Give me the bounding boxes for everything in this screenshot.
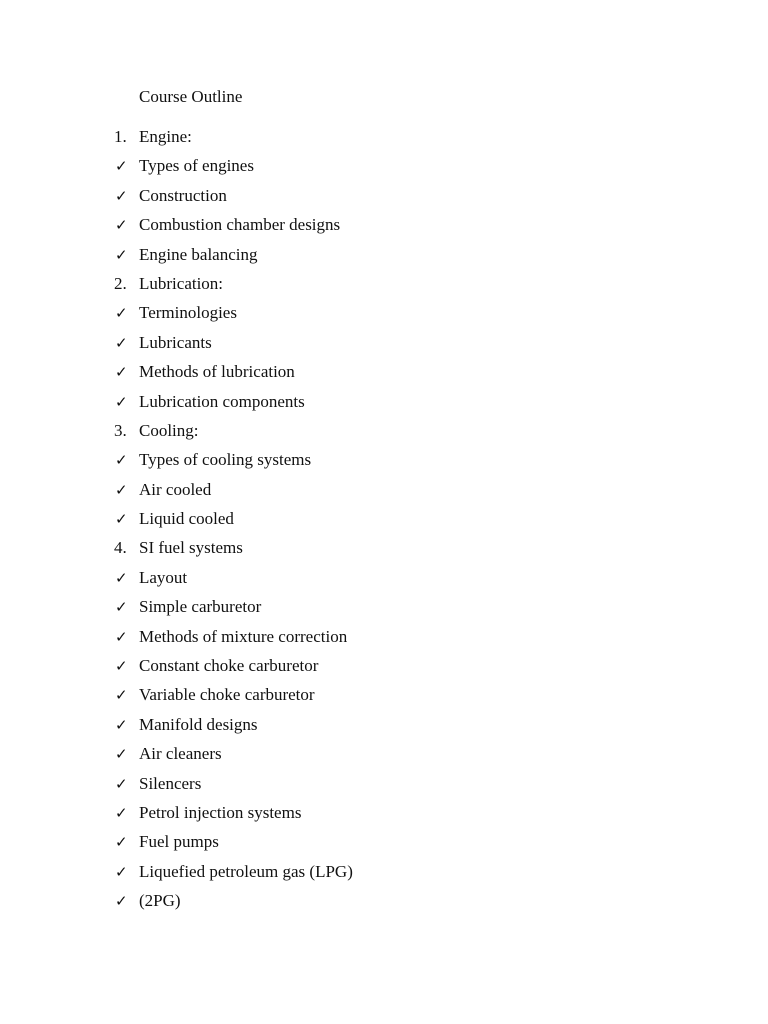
- outline-section-item: [0, 126, 768, 155]
- item-text: Terminologies: [139, 303, 237, 323]
- item-text: Silencers: [139, 773, 202, 793]
- outline-checklist-item: [0, 831, 768, 860]
- item-text: Methods of mixture correction: [139, 626, 348, 646]
- checkmark-icon: ✓: [115, 745, 128, 764]
- outline-checklist-item: [0, 655, 768, 684]
- outline-checklist-item: [0, 244, 768, 273]
- outline-checklist-item: [0, 596, 768, 625]
- item-text: (2PG): [139, 891, 181, 911]
- item-text: Constant choke carburetor: [139, 656, 319, 676]
- outline-checklist-item: [0, 185, 768, 214]
- item-text: Combustion chamber designs: [139, 215, 341, 235]
- item-text: Liquid cooled: [139, 509, 234, 529]
- outline-checklist-item: [0, 861, 768, 890]
- item-text: Variable choke carburetor: [139, 685, 315, 705]
- outline-checklist-item: [0, 508, 768, 537]
- checkmark-icon: ✓: [115, 363, 128, 382]
- item-text: Air cooled: [139, 479, 212, 499]
- item-text: Engine:: [139, 127, 192, 146]
- outline-section-item: [0, 273, 768, 302]
- outline-checklist-item: [0, 626, 768, 655]
- checkmark-icon: ✓: [115, 627, 128, 646]
- outline-checklist-item: [0, 714, 768, 743]
- item-text: Manifold designs: [139, 714, 258, 734]
- checkmark-icon: ✓: [115, 216, 128, 235]
- item-text: Construction: [139, 185, 227, 205]
- course-outline-list: [0, 126, 768, 920]
- section-number: 4.: [114, 538, 127, 558]
- checkmark-icon: ✓: [115, 186, 128, 205]
- item-text: Engine balancing: [139, 244, 258, 264]
- outline-checklist-item: [0, 332, 768, 361]
- outline-checklist-item: [0, 449, 768, 478]
- checkmark-icon: ✓: [115, 304, 128, 323]
- item-text: Methods of lubrication: [139, 362, 295, 382]
- outline-checklist-item: [0, 155, 768, 184]
- checkmark-icon: ✓: [115, 451, 128, 470]
- checkmark-icon: ✓: [115, 657, 128, 676]
- checkmark-icon: ✓: [115, 862, 128, 881]
- outline-checklist-item: [0, 802, 768, 831]
- checkmark-icon: ✓: [115, 480, 128, 499]
- checkmark-icon: ✓: [115, 803, 128, 822]
- outline-checklist-item: [0, 567, 768, 596]
- item-text: Lubrication:: [139, 273, 224, 293]
- checkmark-icon: ✓: [115, 333, 128, 352]
- checkmark-icon: ✓: [115, 892, 128, 911]
- outline-section-item: [0, 537, 768, 566]
- outline-checklist-item: [0, 214, 768, 243]
- outline-checklist-item: [0, 684, 768, 713]
- checkmark-icon: ✓: [115, 686, 128, 705]
- item-text: Liquefied petroleum gas (LPG): [139, 861, 353, 881]
- checkmark-icon: ✓: [115, 510, 128, 529]
- item-text: Types of engines: [139, 156, 254, 176]
- outline-checklist-item: [0, 361, 768, 390]
- item-text: Simple carburetor: [139, 597, 262, 617]
- item-text: Petrol injection systems: [139, 802, 302, 822]
- outline-checklist-item: [0, 890, 768, 919]
- outline-checklist-item: [0, 773, 768, 802]
- item-text: Lubricants: [139, 332, 212, 352]
- outline-checklist-item: [0, 743, 768, 772]
- checkmark-icon: ✓: [115, 568, 128, 587]
- outline-checklist-item: [0, 479, 768, 508]
- page-title: Course Outline: [139, 87, 243, 106]
- section-number: 1.: [114, 127, 127, 146]
- item-text: Types of cooling systems: [139, 450, 312, 470]
- checkmark-icon: ✓: [115, 774, 128, 793]
- section-number: 3.: [114, 420, 127, 440]
- outline-checklist-item: [0, 302, 768, 331]
- item-text: Lubrication components: [139, 391, 305, 411]
- checkmark-icon: ✓: [115, 715, 128, 734]
- item-text: Fuel pumps: [139, 832, 219, 852]
- item-text: SI fuel systems: [139, 538, 243, 558]
- checkmark-icon: ✓: [115, 245, 128, 264]
- checkmark-icon: ✓: [115, 157, 128, 176]
- outline-section-item: [0, 420, 768, 449]
- checkmark-icon: ✓: [115, 833, 128, 852]
- section-number: 2.: [114, 273, 127, 293]
- checkmark-icon: ✓: [115, 392, 128, 411]
- checkmark-icon: ✓: [115, 598, 128, 617]
- item-text: Cooling:: [139, 420, 199, 440]
- outline-checklist-item: [0, 391, 768, 420]
- item-text: Layout: [139, 567, 188, 587]
- item-text: Air cleaners: [139, 744, 222, 764]
